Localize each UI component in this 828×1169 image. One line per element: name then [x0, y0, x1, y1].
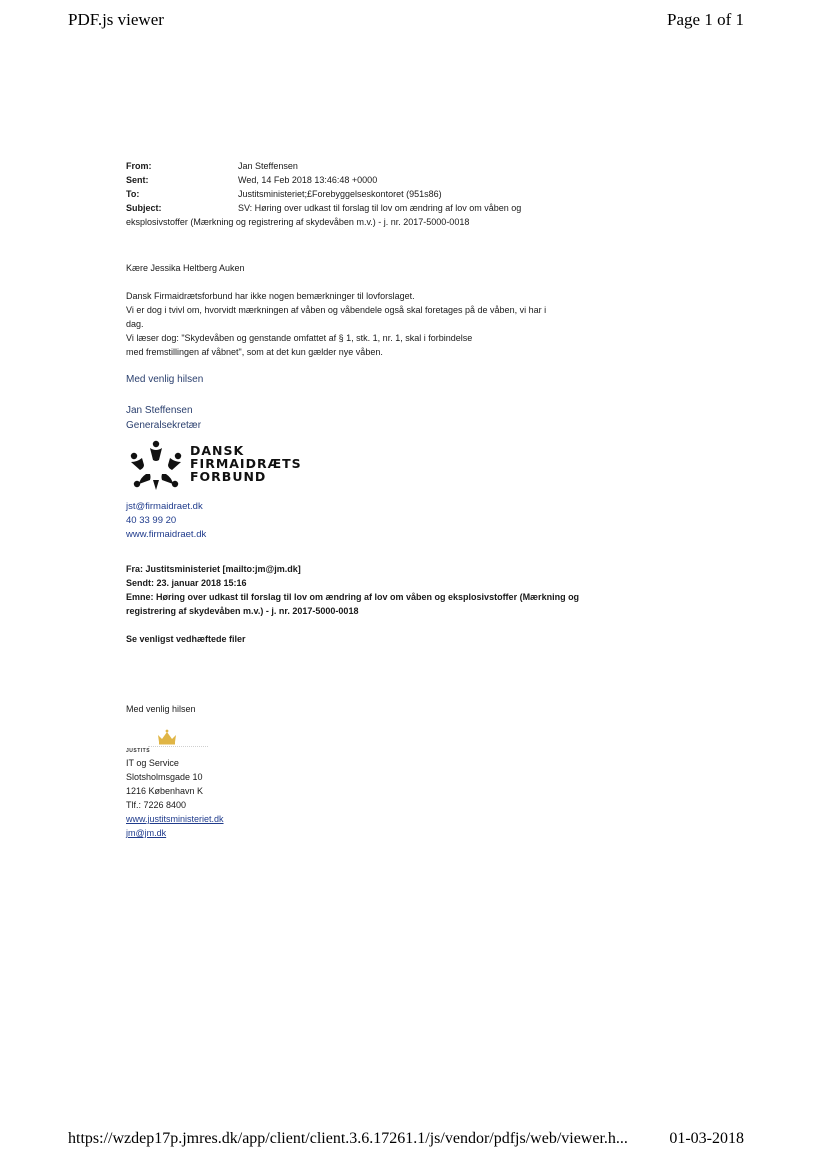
reply-closing: Med venlig hilsen [126, 374, 204, 385]
justits-divider [148, 746, 208, 749]
subject-value: SV: Høring over udkast til forslag til lov om ændring af lov om våben og [238, 203, 522, 213]
print-header-page-label: Page 1 of 1 [667, 10, 744, 29]
forwarded-closing: Med venlig hilsen [126, 704, 196, 714]
contact-web[interactable]: www.firmaidraet.dk [126, 529, 207, 540]
from-value: Jan Steffensen [238, 161, 298, 171]
subject-label: Subject: [126, 203, 162, 213]
subject-continuation: eksplosivstoffer (Mærkning og registrering af skydevåben m.v.) - j. nr. 2017-5000-0018 [126, 217, 470, 227]
print-footer-url: https://wzdep17p.jmres.dk/app/client/client.3.6.17261.1/js/vendor/pdfjs/web/viewer.h... [68, 1130, 628, 1147]
print-header-title: PDF.js viewer [68, 10, 164, 29]
dept-city: 1216 København K [126, 786, 204, 796]
crown-icon [156, 729, 178, 745]
firmaidraet-logo [126, 438, 306, 494]
dept-name: IT og Service [126, 758, 179, 768]
logo-wordmark [190, 444, 302, 483]
logo-line-2: FIRMAIDRÆTS [190, 456, 302, 471]
dept-street: Slotsholmsgade 10 [126, 772, 203, 782]
sent-label: Sent: [126, 175, 149, 185]
header-to-row [126, 187, 646, 201]
contact-email[interactable]: jst@firmaidraet.dk [126, 501, 203, 512]
greeting: Kære Jessika Heltberg Auken [126, 263, 245, 273]
forwarded-subject-2: registrering af skydevåben m.v.) - j. nr. 2017-5000-0018 [126, 606, 359, 616]
dept-phone: Tlf.: 7226 8400 [126, 800, 187, 810]
to-value: Justitsministeriet;£Forebyggelseskontoret (951s86) [238, 189, 442, 199]
logo-line-3: FORBUND [190, 469, 267, 484]
from-label: From: [126, 161, 152, 171]
header-sent-row [126, 173, 646, 187]
forwarded-sent: Sendt: 23. januar 2018 15:16 [126, 578, 247, 588]
logo-line-1: DANSK [190, 443, 245, 458]
signature-name: Jan Steffensen [126, 405, 193, 416]
print-footer-date: 01-03-2018 [669, 1130, 744, 1147]
reply-paragraph-1: Dansk Firmaidrætsforbund har ikke nogen bemærkninger til lovforslaget. [126, 291, 415, 301]
forwarded-from: Fra: Justitsministeriet [mailto:jm@jm.dk] [126, 564, 301, 574]
forwarded-subject-1: Emne: Høring over udkast til forslag til lov om ændring af lov om våben og eksplosivstoffer (Mærkning og [126, 592, 580, 602]
to-label: To: [126, 189, 140, 199]
dept-email-link[interactable]: jm@jm.dk [126, 828, 167, 838]
sent-value: Wed, 14 Feb 2018 13:46:48 +0000 [238, 175, 378, 185]
justits-tag: JUSTITS [126, 748, 151, 754]
reply-paragraph-3a: Vi læser dog: "Skydevåben og genstande omfattet af § 1, stk. 1, nr. 1, skal i forbindelse [126, 333, 473, 343]
reply-paragraph-2b: dag. [126, 319, 144, 329]
reply-paragraph-3b: med fremstillingen af våbnet", som at det kun gælder nye våben. [126, 347, 383, 357]
contact-phone: 40 33 99 20 [126, 515, 177, 526]
dept-web-link[interactable]: www.justitsministeriet.dk [126, 814, 224, 824]
forwarded-body: Se venligst vedhæftede filer [126, 634, 246, 644]
signature-title: Generalsekretær [126, 420, 202, 431]
header-subject-row [126, 201, 646, 215]
dancing-figures-icon [126, 438, 186, 494]
reply-paragraph-2a: Vi er dog i tvivl om, hvorvidt mærkningen af våben og våbendele også skal foretages på de våben, vi har i [126, 305, 547, 315]
header-from-row [126, 159, 646, 173]
